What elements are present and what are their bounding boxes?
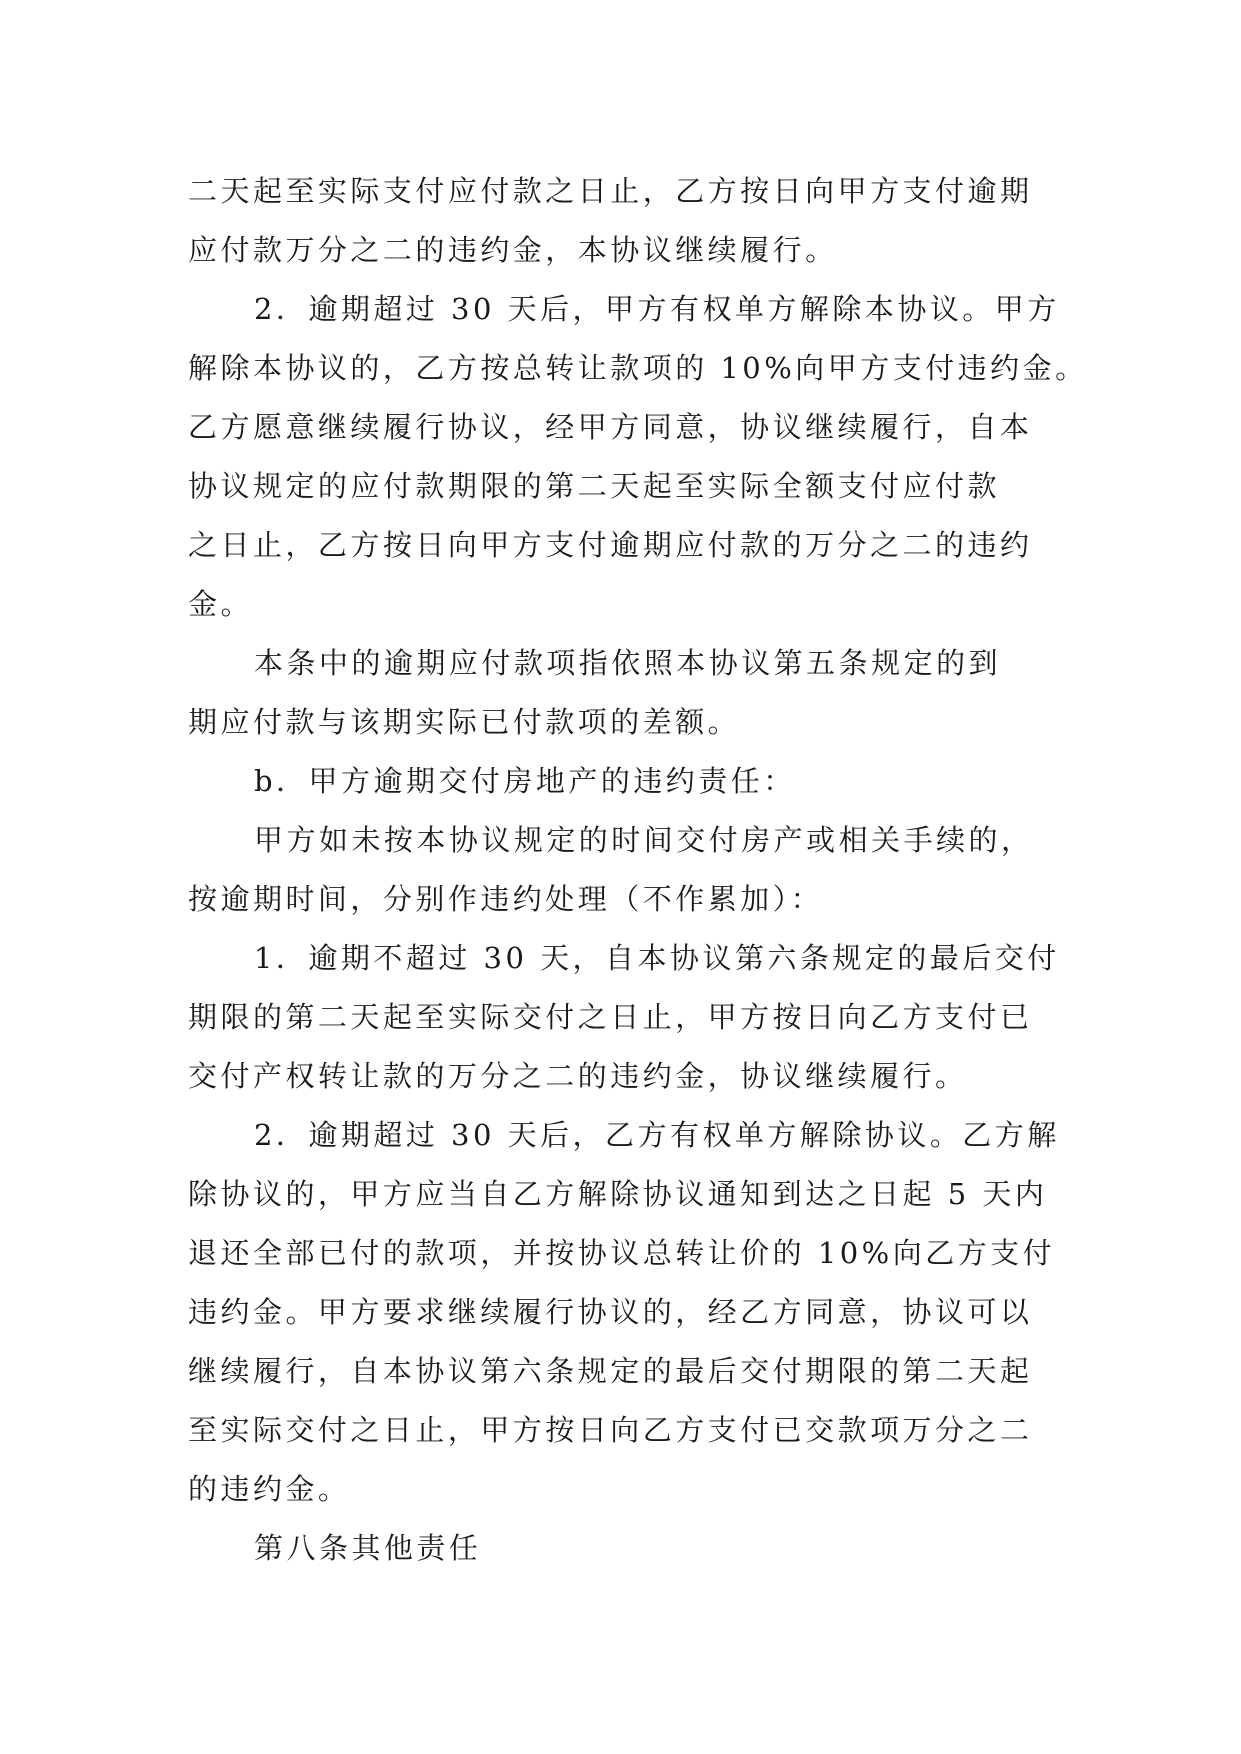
text-line: 二天起至实际支付应付款之日止，乙方按日向甲方支付逾期 xyxy=(188,174,1033,208)
text-line: 的违约金。 xyxy=(188,1472,351,1506)
text-line: 乙方愿意继续履行协议，经甲方同意，协议继续履行，自本 xyxy=(188,410,1033,444)
text-line: b．甲方逾期交付房地产的违约责任： xyxy=(254,764,796,798)
text-line: 应付款万分之二的违约金，本协议继续履行。 xyxy=(188,233,838,267)
text-line: 交付产权转让款的万分之二的违约金，协议继续履行。 xyxy=(188,1059,968,1093)
text-line: 按逾期时间，分别作违约处理（不作累加）： xyxy=(188,882,824,916)
text-line: 退还全部已付的款项，并按协议总转让价的 10%向乙方支付 xyxy=(188,1236,1056,1270)
text-line: 甲方如未按本协议规定的时间交付房产或相关手续的， xyxy=(254,823,1034,857)
text-line: 协议规定的应付款期限的第二天起至实际全额支付应付款 xyxy=(188,469,1001,503)
text-line: 之日止，乙方按日向甲方支付逾期应付款的万分之二的违约 xyxy=(188,528,1033,562)
text-line: 至实际交付之日止，甲方按日向乙方支付已交款项万分之二 xyxy=(188,1413,1033,1447)
text-line: 解除本协议的，乙方按总转让款项的 10%向甲方支付违约金。 xyxy=(188,351,1088,385)
text-line: 继续履行，自本协议第六条规定的最后交付期限的第二天起 xyxy=(188,1354,1033,1388)
text-line: 金。 xyxy=(188,587,253,621)
text-line: 2．逾期超过 30 天后，乙方有权单方解除协议。乙方解 xyxy=(254,1118,1060,1152)
text-line: 违约金。甲方要求继续履行协议的，经乙方同意，协议可以 xyxy=(188,1295,1033,1329)
text-line: 期应付款与该期实际已付款项的差额。 xyxy=(188,705,741,739)
document-body xyxy=(188,162,1088,1578)
text-line: 期限的第二天起至实际交付之日止，甲方按日向乙方支付已 xyxy=(188,1000,1033,1034)
section-heading: 第八条其他责任 xyxy=(254,1531,482,1565)
text-line: 除协议的，甲方应当自乙方解除协议通知到达之日起 5 天内 xyxy=(188,1177,1048,1211)
text-line: 1．逾期不超过 30 天，自本协议第六条规定的最后交付 xyxy=(254,941,1060,975)
text-line: 2．逾期超过 30 天后，甲方有权单方解除本协议。甲方 xyxy=(254,292,1060,326)
text-line: 本条中的逾期应付款项指依照本协议第五条规定的到 xyxy=(254,646,1002,680)
